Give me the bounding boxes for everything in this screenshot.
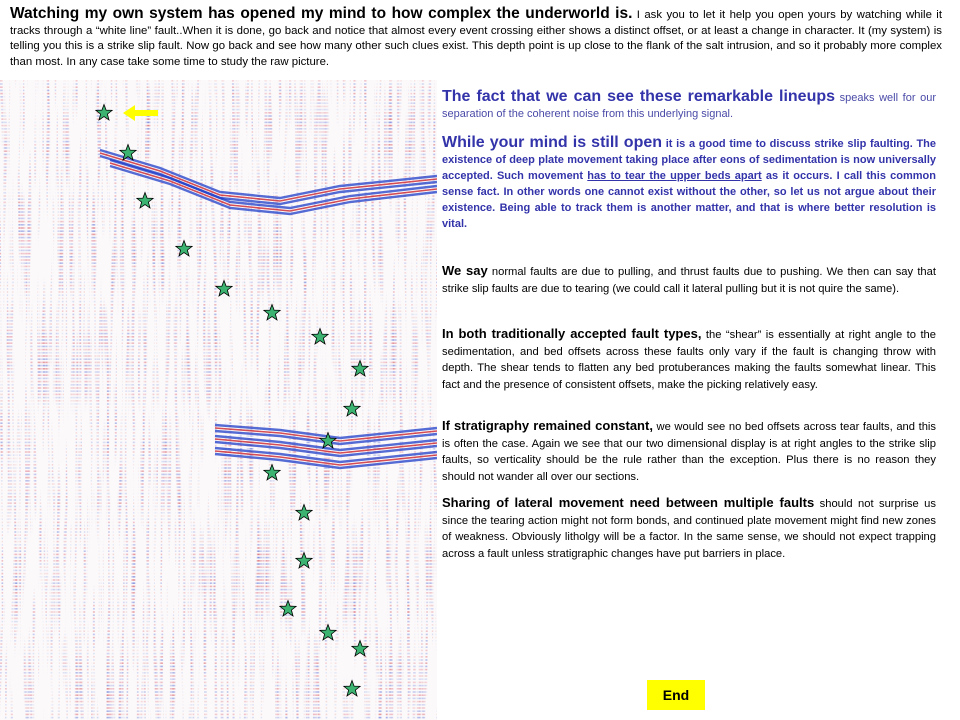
paragraph-strike-slip <box>442 135 936 232</box>
paragraph-sharing <box>442 495 936 562</box>
fault-types-lead: In both traditionally accepted fault types, <box>442 326 702 341</box>
paragraph-lineups <box>442 89 936 122</box>
seismic-section-graphic <box>0 80 437 720</box>
we-say-body: normal faults are due to pulling, and thrust faults due to pushing. We then can say that strike slip faults are due to tearing (we could call it lateral pulling but it is not quire the same). <box>442 266 936 295</box>
paragraph-stratigraphy <box>442 418 936 485</box>
strike-slip-body-b: as it occurs. I call this common sense fact. In other words one cannot exist without the other, so let us not argue about their existence. Being able to track them is another matter, and that is where better resolution is vital. <box>442 170 936 230</box>
fault-types-body: the “shear” is essentially at right angle to the sedimentation, and bed offsets across these faults only vary if the fault is changing throw with depth. The shear tends to flatten any bed protuberances making the faults somewhat linear. This fact and the presence of consistent offsets, make the picking relatively easy. <box>442 329 937 391</box>
sharing-lead: Sharing of lateral movement need between multiple faults <box>442 495 815 510</box>
paragraph-we-say <box>442 263 936 297</box>
lineups-lead: The fact that we can see these remarkable lineups <box>442 88 836 105</box>
stratigraphy-body: we would see no bed offsets across tear faults, and this is often the case. Again we see that our two dimensional display is at right angles to the strike slip faults, so verticality should be the rule rather than the exception. Plus there is no reason they should not wander all over our sections. <box>442 421 936 483</box>
seismic-section-image <box>0 80 437 720</box>
stratigraphy-lead: If stratigraphy remained constant, <box>442 418 653 433</box>
intro-body: I ask you to let it help you open yours by watching while it tracks through a “white line” fault..When it is done, go back and notice that almost every event crossing either shows a distinct offset, or at least a change in character. It (my system) is telling you this is a strike slip fault. Now go back and see how many other such clues exist. This depth point is up close to the flank of the salt intrusion, and so it probably more complex than most. In any case take some time to study the raw picture. <box>10 9 942 68</box>
intro-lead: Watching my own system has opened my mind to how complex the underworld is. <box>10 5 633 22</box>
strike-slip-lead: While your mind is still open <box>442 134 663 151</box>
sharing-body: should not surprise us since the tearing action might not form bonds, and continued plate movement might find new zones of weakness. Obviously litholgy will be a factor. In the same sense, we should not expect trapping across a fault unless stratigraphic changes have put barriers in place. <box>442 498 936 560</box>
lineups-body: speaks well for our separation of the coherent noise from this underlying signal. <box>442 92 937 120</box>
paragraph-fault-types <box>442 326 936 393</box>
we-say-lead: We say <box>442 263 488 278</box>
intro-paragraph <box>10 6 942 70</box>
strike-slip-body-a: it is a good time to discuss strike slip faulting. The existence of deep plate movement taking place after eons of sedimentation is now universally accepted. Such movement <box>442 138 936 182</box>
strike-slip-underlined: has to tear the upper beds apart <box>587 170 762 182</box>
end-button[interactable]: End <box>647 680 705 710</box>
